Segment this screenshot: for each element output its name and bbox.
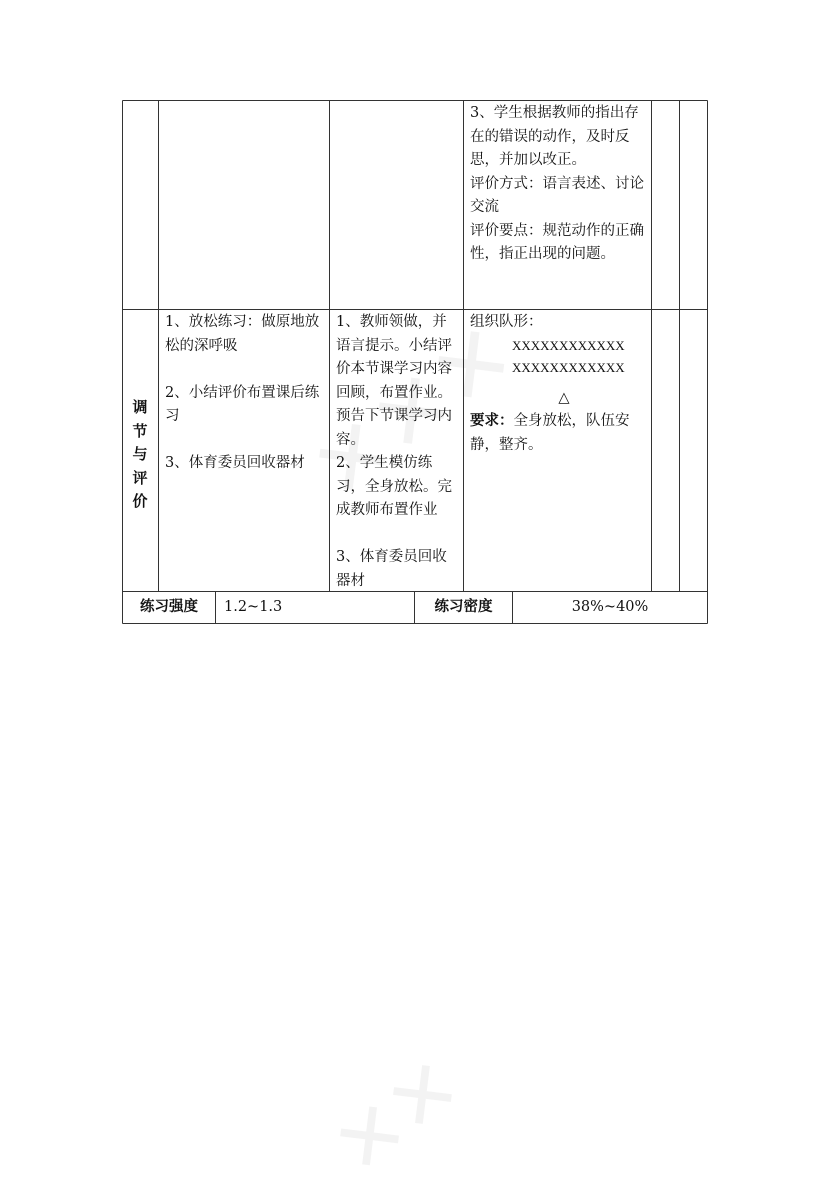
section-label-char: 调 bbox=[132, 398, 148, 416]
section-label-char: 评 bbox=[132, 468, 148, 487]
density-value: 38%~40% bbox=[571, 599, 649, 615]
requirement-text: 全身放松，队伍安静，整齐。 bbox=[470, 413, 630, 453]
density-label: 练习密度 bbox=[434, 599, 493, 615]
section-label-char: 价 bbox=[132, 492, 148, 510]
section-label-adjust-evaluate bbox=[122, 396, 158, 514]
row2-teacher-student-cell: 1、教师领做，并语言提示。小结评价本节课学习内容回顾，布置作业。预告下节课学习内容。 2、学生模仿练习，全身放松。完成教师布置作业 3、体育委员回收器材 bbox=[336, 314, 452, 589]
intensity-label: 练习强度 bbox=[140, 599, 198, 615]
row2-organization-cell bbox=[470, 311, 648, 589]
organization-title: 组织队形： bbox=[470, 314, 543, 330]
section-label-char: 节 bbox=[132, 421, 148, 440]
requirement bbox=[470, 410, 648, 457]
section-label-char: 与 bbox=[132, 445, 148, 463]
row2-content-cell: 1、放松练习：做原地放松的深呼吸 2、小结评价布置课后练习 3、体育委员回收器材 bbox=[165, 314, 320, 471]
formation-row: XXXXXXXXXXXX bbox=[512, 359, 625, 375]
formation-row: XXXXXXXXXXXX bbox=[512, 337, 625, 353]
requirement-label: 要求： bbox=[470, 413, 514, 429]
teacher-position-marker: △ bbox=[558, 389, 570, 406]
row1-evaluation-cell: 3、学生根据教师的指出存在的错误的动作，及时反思，并加以改正。 评价方式：语言表述、讨论交流 评价要点：规范动作的正确性，指正出现的问题。 bbox=[470, 105, 644, 262]
intensity-value: 1.2~1.3 bbox=[224, 599, 283, 615]
